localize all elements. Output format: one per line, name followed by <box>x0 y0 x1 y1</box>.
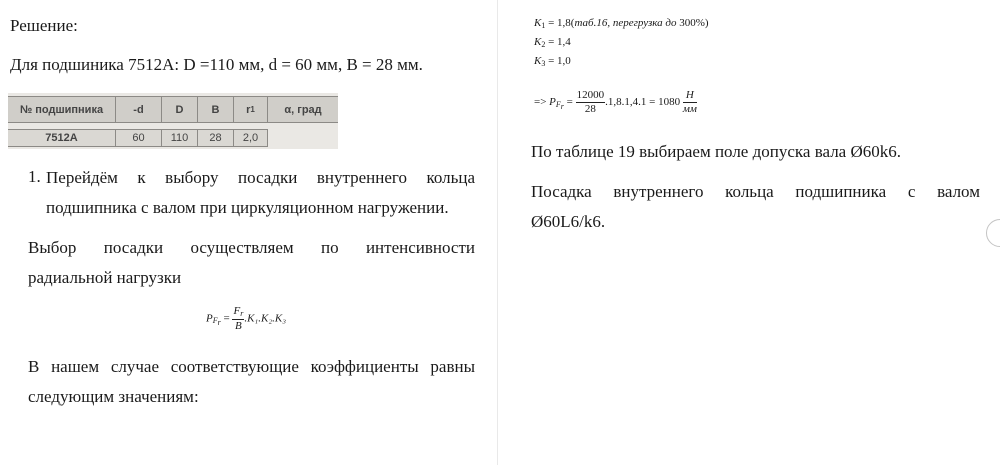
result-unit-num: Н <box>683 89 697 103</box>
result-lhs-sub: F <box>555 100 561 110</box>
k3-value: = 1,0 <box>548 55 571 67</box>
result-eq: = <box>566 96 573 109</box>
table-header-cell: -d <box>116 97 162 122</box>
table-header-row <box>8 96 338 123</box>
formula-den: B <box>235 319 242 332</box>
bearing-table-photo <box>8 93 338 149</box>
k1-value: = 1,8( <box>548 17 575 29</box>
table-data-row <box>8 129 268 147</box>
formula-eq: = <box>223 312 230 325</box>
load-intensity-formula <box>206 305 286 333</box>
tolerance-line: По таблице 19 выбираем поле допуска вала Ø60k6. <box>531 142 901 161</box>
table-cell: 60 <box>116 130 162 146</box>
k2-value: = 1,4 <box>548 36 571 48</box>
result-arrow: => <box>534 96 547 109</box>
formula-lhs-subsub: r <box>217 318 221 328</box>
list-item-number: 1. <box>28 167 41 186</box>
page-scroll-handle[interactable] <box>986 219 1000 247</box>
k1-name: K <box>534 17 542 29</box>
result-fraction <box>576 89 606 116</box>
result-num: 12000 <box>576 89 606 103</box>
result-unit-den: мм <box>682 103 697 116</box>
result-den: 28 <box>584 103 596 116</box>
fit-line1: Посадка внутреннего кольца подшипника с валом <box>531 182 980 201</box>
k1-line <box>534 17 709 30</box>
table-cell: 2,0 <box>234 130 268 146</box>
table-header-cell: B <box>198 97 234 122</box>
table-header-cell-r <box>234 97 268 122</box>
formula-lhs-sub: F <box>212 316 218 326</box>
table-header-r: r <box>246 103 251 116</box>
table-cell: 110 <box>162 130 198 146</box>
coefficients-line2: следующим значениям: <box>28 387 199 406</box>
list-item-line2: подшипника с валом при циркуляционном нагружении. <box>46 198 449 217</box>
table-header-cell: α, град <box>284 103 322 116</box>
fit-line2: Ø60L6/k6. <box>531 212 606 231</box>
table-cell: 7512А <box>8 130 116 146</box>
coefficients-line1: В нашем случае соответствующие коэффициенты равны <box>28 357 475 376</box>
table-header-cell: D <box>162 97 198 122</box>
table-header-cell: № подшипника <box>8 97 116 122</box>
k2-sub: 2 <box>541 40 546 49</box>
table-header-r-sub: 1 <box>250 105 255 114</box>
k1-sub: 1 <box>541 21 546 30</box>
result-unit <box>683 89 697 116</box>
result-lhs-subsub: r <box>560 102 564 112</box>
formula-rest: .K₁.K₂.K₃ <box>244 312 287 325</box>
solution-heading: Решение: <box>10 16 78 35</box>
column-divider <box>497 0 498 465</box>
formula-num-sub: r <box>240 309 244 318</box>
formula-num: F <box>233 305 241 317</box>
result-lhs: P <box>549 96 556 109</box>
k3-name: K <box>534 55 542 67</box>
result-mid: .1,8.1,4.1 = 1080 <box>605 96 681 109</box>
formula-lhs: P <box>206 312 213 325</box>
k3-line <box>534 55 571 68</box>
formula-fraction <box>232 305 244 333</box>
k3-sub: 3 <box>541 59 546 68</box>
list-item-line1: Перейдём к выбору посадки внутреннего кольца <box>46 168 475 187</box>
k1-note: таб.16, перегрузка до <box>574 17 677 29</box>
table-cell: 28 <box>198 130 234 146</box>
choice-line1: Выбор посадки осуществляем по интенсивности <box>28 238 475 257</box>
choice-line2: радиальной нагрузки <box>28 268 182 287</box>
k2-name: K <box>534 36 542 48</box>
bearing-dimensions-line: Для подшиника 7512А: D =110 мм, d = 60 мм, B = 28 мм. <box>10 55 423 74</box>
k1-tail: 300%) <box>676 17 709 29</box>
load-result-formula <box>534 89 697 116</box>
k2-line <box>534 36 571 49</box>
